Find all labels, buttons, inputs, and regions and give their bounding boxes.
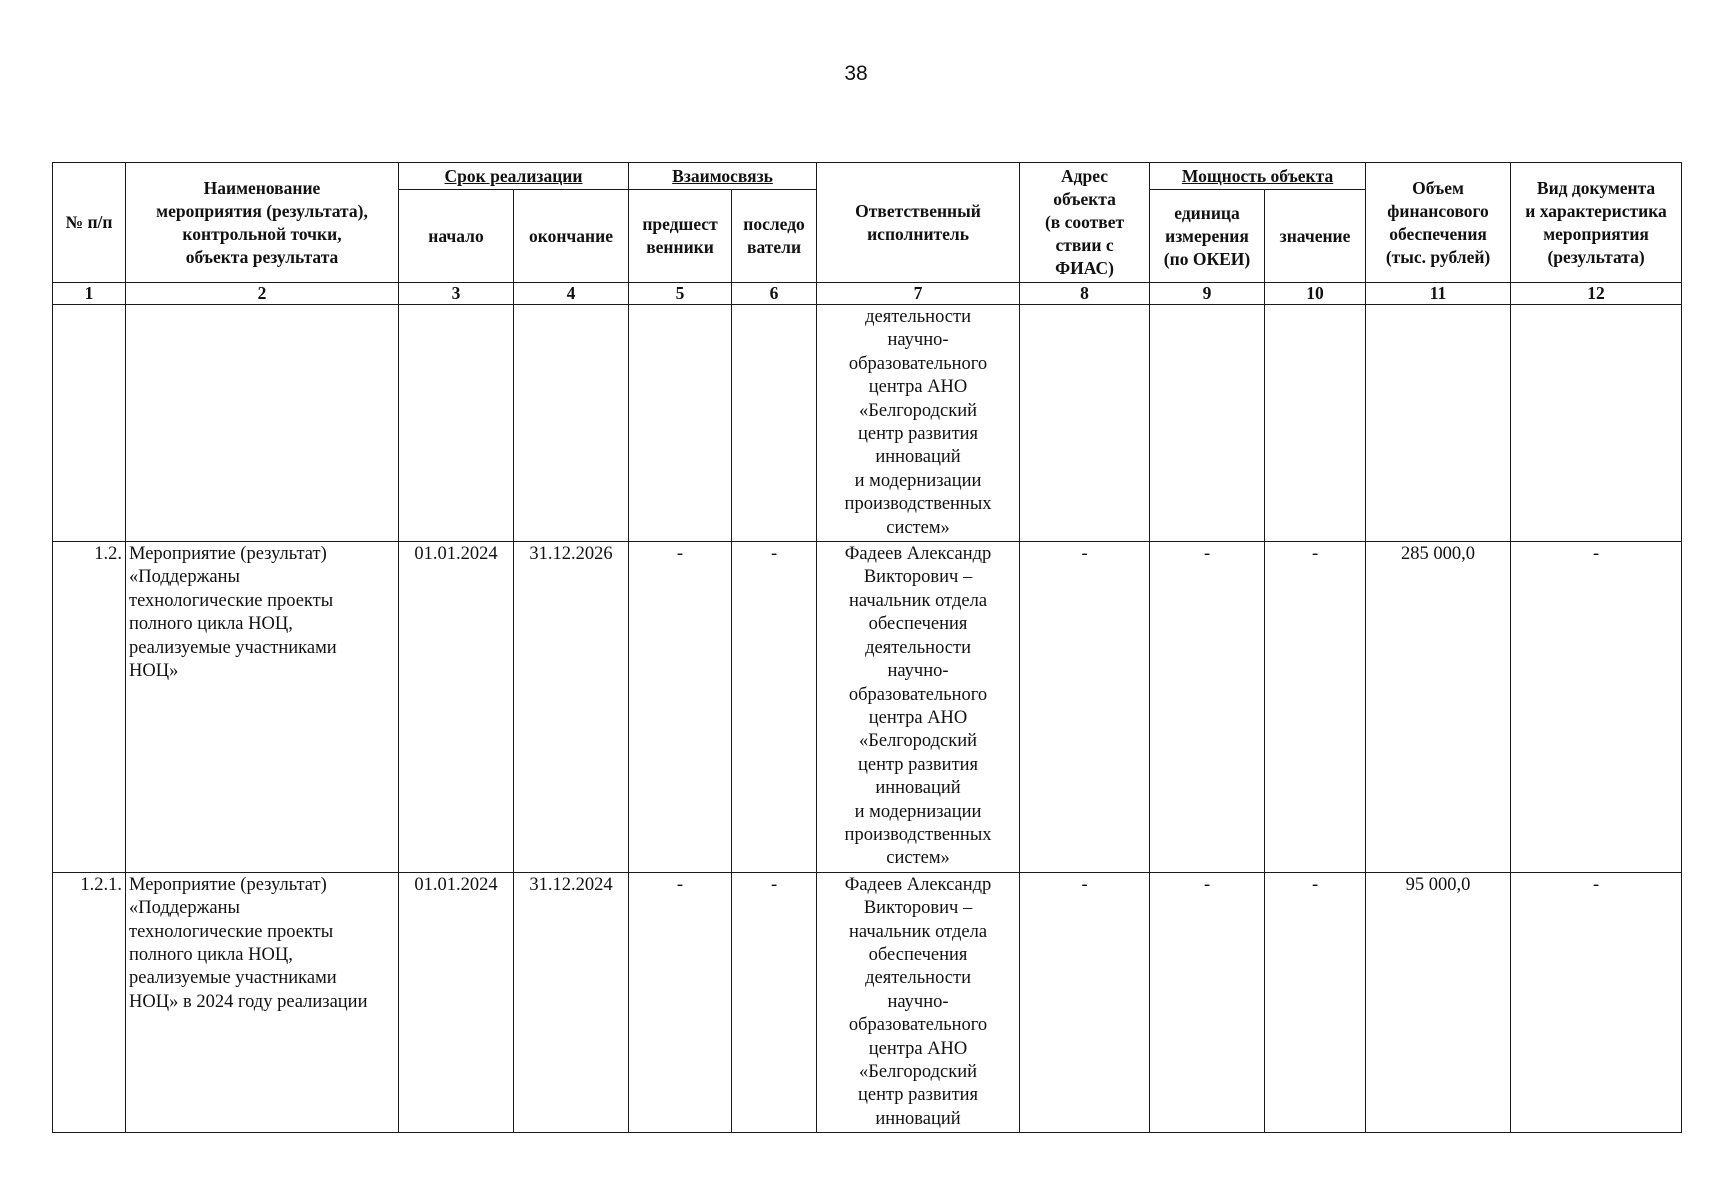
- text-line: обеспечения: [868, 614, 968, 635]
- text-line: Фадеев Александр: [844, 544, 992, 565]
- activities-table: [52, 162, 1682, 1133]
- row-start-date: [399, 305, 514, 542]
- text-line: инноваций: [875, 1108, 961, 1129]
- text-line: ватели: [747, 237, 802, 257]
- column-number: 2: [126, 283, 399, 305]
- row-value: -: [1265, 872, 1366, 1132]
- text-line: инноваций: [875, 447, 961, 468]
- text-line: измерения: [1165, 225, 1249, 246]
- text-line: и модернизации: [854, 801, 982, 822]
- text-line: Фадеев Александр: [844, 874, 992, 895]
- row-value: -: [1265, 542, 1366, 873]
- text-line: Вид документа: [1536, 177, 1656, 198]
- text-line: (по ОКЕИ): [1163, 248, 1251, 269]
- text-line: Наименование: [203, 177, 321, 198]
- text-line: Ответственный: [855, 200, 981, 221]
- row-end-date: 31.12.2026: [514, 542, 629, 873]
- text-line: полного цикла НОЦ,: [129, 944, 293, 965]
- text-line: мероприятия (результата),: [156, 200, 368, 221]
- text-line: Объем: [1412, 177, 1464, 198]
- text-line: начальник отдела: [849, 921, 988, 942]
- row-unit: [1150, 305, 1265, 542]
- column-number: 7: [817, 283, 1020, 305]
- text-line: производственных: [844, 494, 992, 515]
- text-line: центр развития: [857, 1085, 979, 1106]
- row-num: 1.2.: [53, 542, 126, 873]
- text-line: (тыс. рублей): [1385, 246, 1491, 267]
- header-term-end: окончание: [514, 190, 629, 283]
- row-doc-type: -: [1511, 872, 1682, 1132]
- text-line: Мероприятие (результат): [129, 874, 327, 895]
- text-line: центра АНО: [868, 707, 968, 728]
- text-line: научно-: [887, 991, 949, 1012]
- column-number: 11: [1366, 283, 1511, 305]
- text-line: деятельности: [865, 307, 971, 327]
- text-line: мероприятия: [1543, 223, 1649, 244]
- column-number: 8: [1020, 283, 1150, 305]
- header-capacity-group: Мощность объекта: [1150, 163, 1366, 190]
- text-line: реализуемые участниками: [129, 637, 337, 658]
- text-line: Адрес: [1061, 166, 1109, 186]
- row-finance: 285 000,0: [1366, 542, 1511, 873]
- row-responsible: [817, 872, 1020, 1132]
- text-line: «Белгородский: [858, 1062, 978, 1082]
- text-line: реализуемые участниками: [129, 968, 337, 989]
- row-end-date: [514, 305, 629, 542]
- row-finance: 95 000,0: [1366, 872, 1511, 1132]
- header-row-1: [53, 163, 1682, 190]
- text-line: научно-: [887, 330, 949, 351]
- text-line: единица: [1174, 202, 1240, 223]
- text-line: «Белгородский: [858, 731, 978, 752]
- row-predecessors: -: [629, 872, 732, 1132]
- text-line: «Поддержаны: [129, 898, 240, 919]
- text-line: центра АНО: [868, 1038, 968, 1059]
- table-row: [53, 305, 1682, 542]
- text-line: систем»: [886, 848, 950, 869]
- text-line: центр развития: [857, 424, 979, 445]
- text-line: исполнитель: [867, 223, 969, 244]
- row-num: 1.2.1.: [53, 872, 126, 1132]
- row-finance: [1366, 305, 1511, 542]
- header-finance: [1366, 163, 1511, 283]
- row-address: [1020, 305, 1150, 542]
- text-line: (в соответ: [1044, 212, 1125, 232]
- header-responsible: [817, 163, 1020, 283]
- text-line: «Поддержаны: [129, 567, 240, 588]
- column-number: 10: [1265, 283, 1366, 305]
- row-successors: [732, 305, 817, 542]
- header-capacity-unit: [1150, 190, 1265, 283]
- text-line: Викторович –: [863, 898, 973, 919]
- text-line: обеспечения: [1389, 223, 1487, 244]
- text-line: обеспечения: [868, 944, 968, 965]
- row-start-date: 01.01.2024: [399, 542, 514, 873]
- row-responsible: [817, 305, 1020, 542]
- row-value: [1265, 305, 1366, 542]
- column-number: 9: [1150, 283, 1265, 305]
- row-predecessors: [629, 305, 732, 542]
- row-successors: -: [732, 872, 817, 1132]
- header-address: [1020, 163, 1150, 283]
- text-line: и характеристика: [1525, 200, 1667, 221]
- header-term-start: начало: [399, 190, 514, 283]
- column-number: 3: [399, 283, 514, 305]
- row-doc-type: [1511, 305, 1682, 542]
- header-doc-type: [1511, 163, 1682, 283]
- text-line: НОЦ»: [129, 661, 179, 682]
- text-line: Викторович –: [863, 567, 973, 588]
- text-line: полного цикла НОЦ,: [129, 614, 293, 635]
- header-link-prev: [629, 190, 732, 283]
- text-line: предшест: [642, 214, 718, 234]
- row-unit: -: [1150, 542, 1265, 873]
- header-link-group: Взаимосвязь: [629, 163, 817, 190]
- text-line: венники: [646, 237, 714, 257]
- text-line: центр развития: [857, 754, 979, 775]
- text-line: «Белгородский: [858, 400, 978, 421]
- text-line: контрольной точки,: [182, 223, 342, 244]
- text-line: научно-: [887, 661, 949, 682]
- row-end-date: 31.12.2024: [514, 872, 629, 1132]
- text-line: образовательного: [848, 684, 988, 705]
- column-number: 1: [53, 283, 126, 305]
- header-name: [126, 163, 399, 283]
- row-predecessors: -: [629, 542, 732, 873]
- text-line: НОЦ» в 2024 году реализации: [129, 991, 368, 1012]
- text-line: технологические проекты: [129, 590, 334, 611]
- text-line: центра АНО: [868, 377, 968, 398]
- row-responsible: [817, 542, 1020, 873]
- text-line: финансового: [1387, 200, 1489, 221]
- table-row: [53, 542, 1682, 873]
- column-number: 12: [1511, 283, 1682, 305]
- text-line: объекта результата: [185, 246, 339, 267]
- text-line: производственных: [844, 824, 992, 845]
- column-number: 6: [732, 283, 817, 305]
- header-capacity-value: значение: [1265, 190, 1366, 283]
- text-line: ствии с: [1055, 235, 1114, 255]
- text-line: деятельности: [865, 637, 971, 658]
- page-number: 38: [844, 62, 868, 85]
- text-line: инноваций: [875, 778, 961, 799]
- row-successors: -: [732, 542, 817, 873]
- row-name: [126, 872, 399, 1132]
- header-term-group: Срок реализации: [399, 163, 629, 190]
- text-line: последо: [743, 214, 805, 234]
- text-line: объекта: [1053, 189, 1116, 209]
- row-address: -: [1020, 542, 1150, 873]
- text-line: деятельности: [865, 968, 971, 989]
- text-line: ФИАС): [1055, 258, 1114, 278]
- column-number-row: [53, 283, 1682, 305]
- row-name: [126, 305, 399, 542]
- text-line: начальник отдела: [849, 590, 988, 611]
- column-number: 4: [514, 283, 629, 305]
- row-start-date: 01.01.2024: [399, 872, 514, 1132]
- column-number: 5: [629, 283, 732, 305]
- table-row: [53, 872, 1682, 1132]
- row-doc-type: -: [1511, 542, 1682, 873]
- header-link-next: [732, 190, 817, 283]
- text-line: и модернизации: [854, 470, 982, 491]
- text-line: систем»: [886, 517, 950, 538]
- text-line: образовательного: [848, 1015, 988, 1036]
- row-unit: -: [1150, 872, 1265, 1132]
- text-line: (результата): [1547, 246, 1645, 267]
- row-address: -: [1020, 872, 1150, 1132]
- text-line: Мероприятие (результат): [129, 544, 327, 565]
- row-num: [53, 305, 126, 542]
- header-num: № п/п: [53, 163, 126, 283]
- text-line: образовательного: [848, 353, 988, 374]
- row-name: [126, 542, 399, 873]
- text-line: технологические проекты: [129, 921, 334, 942]
